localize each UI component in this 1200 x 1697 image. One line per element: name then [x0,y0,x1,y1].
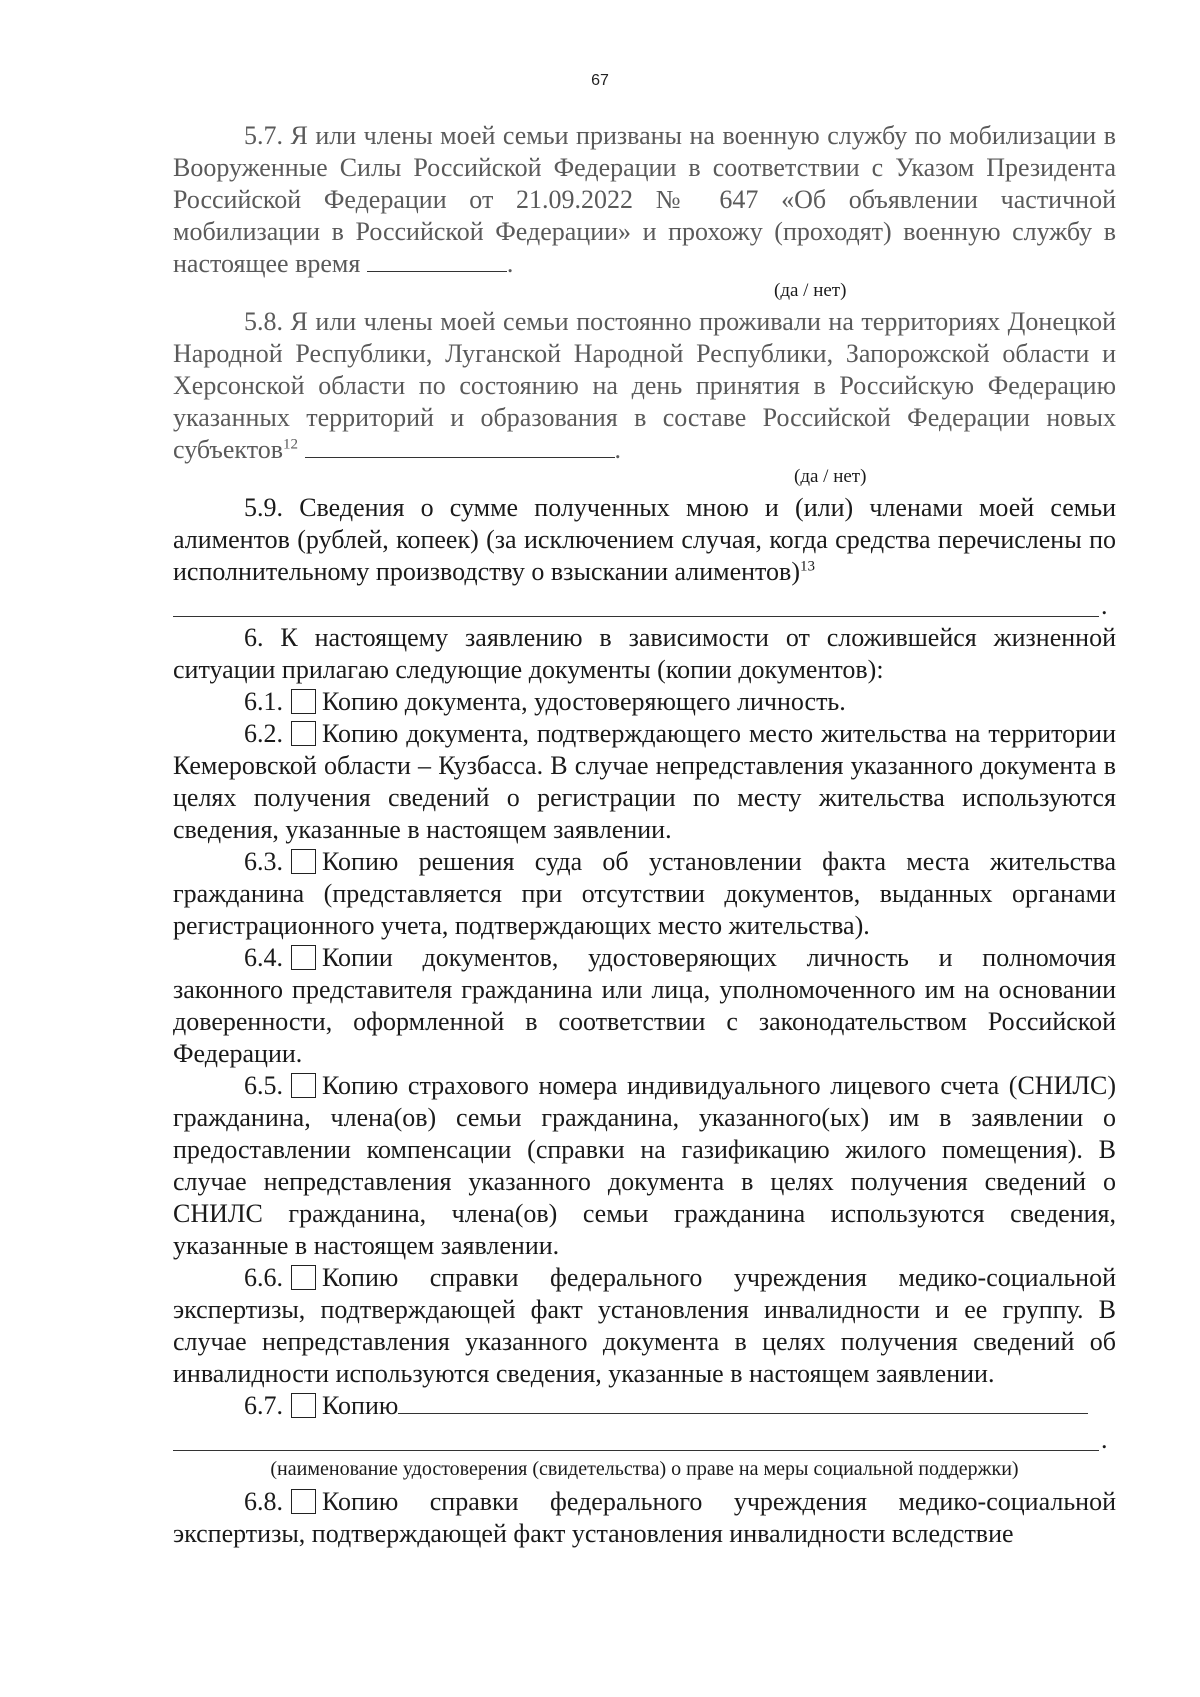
answer-row-6-7: . [173,1422,1116,1456]
checkbox-6-7[interactable] [291,1393,316,1418]
hint-6-7: (наименование удостоверения (свидетельства) о праве на меры социальной поддержки) [270,1458,1019,1480]
section-5-8-text: 5.8. Я или члены моей семьи постоянно проживали на территориях Донецкой Народной Республики, Луганской Народной Республики, Запорожской области и Херсонской области по состоянию на день принятия в Российскую Федерацию указанных территорий и образования в составе Российской Федерации новых субъектов [173,307,1116,464]
item-6-8: 6.8. Копию справки федерального учреждения медико-социальной экспертизы, подтверждающей факт установления инвалидности вследствие [173,1487,1116,1548]
section-5-7-text: 5.7. Я или члены моей семьи призваны на военную службу по мобилизации в Вооруженные Силы Российской Федерации в соответствии с Указом Президента Российской Федерации от 21.09.2022 № 647 «Об объявлении частичной мобилизации в Российской Федерации» и прохожу (проходят) военную службу в настоящее время [173,121,1116,278]
hint-5-7: (да / нет) [774,280,847,301]
item-6-1: 6.1. Копию документа, удостоверяющего личность. [244,687,846,716]
section-5-9 [173,492,1116,588]
checkbox-6-4[interactable] [291,945,316,970]
document-body [173,120,1116,1550]
item-6-2: 6.2. Копию документа, подтверждающего место жительства на территории Кемеровской области – Кузбасса. В случае непредставления указанного документа в целях получения сведений о регистрации по месту жительства используются сведения, указанные в настоящем заявлении. [173,719,1116,844]
section-5-9-text: 5.9. Сведения о сумме полученных мною и (или) членами моей семьи алиментов (рублей, копеек) (за исключением случая, когда средства перечислены по исполнительному производству о взыскании алиментов) [173,493,1116,586]
answer-line-5-7[interactable] [367,249,507,272]
checkbox-6-6[interactable] [291,1265,316,1290]
answer-line-5-8[interactable] [305,435,615,458]
item-6-7: 6.7. Копию [173,1390,1116,1422]
checkbox-6-2[interactable] [291,721,316,746]
item-6-5: 6.5. Копию страхового номера индивидуального лицевого счета (СНИЛС) гражданина, члена(ов) семьи гражданина, указанного(ых) им в заявлении о предоставлении компенсации (справки на газификацию жилого помещения). В случае непредставления указанного документа в целях получения сведений о СНИЛС гражданина, члена(ов) семьи гражданина используются сведения, указанные в настоящем заявлении. [173,1071,1116,1260]
checkbox-6-3[interactable] [291,849,316,874]
section-6: 6. К настоящему заявлению в зависимости от сложившейся жизненной ситуации прилагаю следующие документы (копии документов): [173,623,1116,684]
checkbox-6-1[interactable] [291,689,316,714]
answer-line-6-7-cont[interactable] [173,1422,1099,1451]
item-6-6: 6.6. Копию справки федерального учреждения медико-социальной экспертизы, подтверждающей факт установления инвалидности и ее группу. В случае непредставления указанного документа в целях получения сведений об инвалидности используются сведения, указанные в настоящем заявлении. [173,1263,1116,1388]
answer-line-5-9[interactable] [173,588,1099,617]
answer-row-5-9: . [173,588,1116,622]
checkbox-6-8[interactable] [291,1489,316,1514]
item-6-4: 6.4. Копии документов, удостоверяющих личность и полномочия законного представителя гражданина или лица, уполномоченного им на основании доверенности, оформленной в соответствии с законодательством Российской Федерации. [173,943,1116,1068]
checkbox-6-5[interactable] [291,1073,316,1098]
item-6-3: 6.3. Копию решения суда об установлении факта места жительства гражданина (представляется при отсутствии документов, выданных органами регистрационного учета, подтверждающих место жительства). [173,847,1116,940]
footnote-12: 12 [283,436,299,453]
section-5-8: 5.8. Я или члены моей семьи постоянно проживали на территориях Донецкой Народной Республики, Луганской Народной Республики, Запорожской области и Херсонской области по состоянию на день принятия в Российскую Федерацию указанных территорий и образования в составе Российской Федерации новых субъектов$^{12}$ . [173,307,1116,464]
page-number: 67 [591,72,609,89]
section-5-7: 5.7. Я или члены моей семьи призваны на военную службу по мобилизации в Вооруженные Силы Российской Федерации в соответствии с Указом Президента Российской Федерации от 21.09.2022 № 647 «Об объявлении частичной мобилизации в Российской Федерации» и прохожу (проходят) военную службу в настоящее время . [173,121,1116,278]
answer-line-6-7[interactable] [398,1391,1088,1414]
footnote-13: 13 [800,558,815,575]
hint-5-8: (да / нет) [794,466,867,487]
